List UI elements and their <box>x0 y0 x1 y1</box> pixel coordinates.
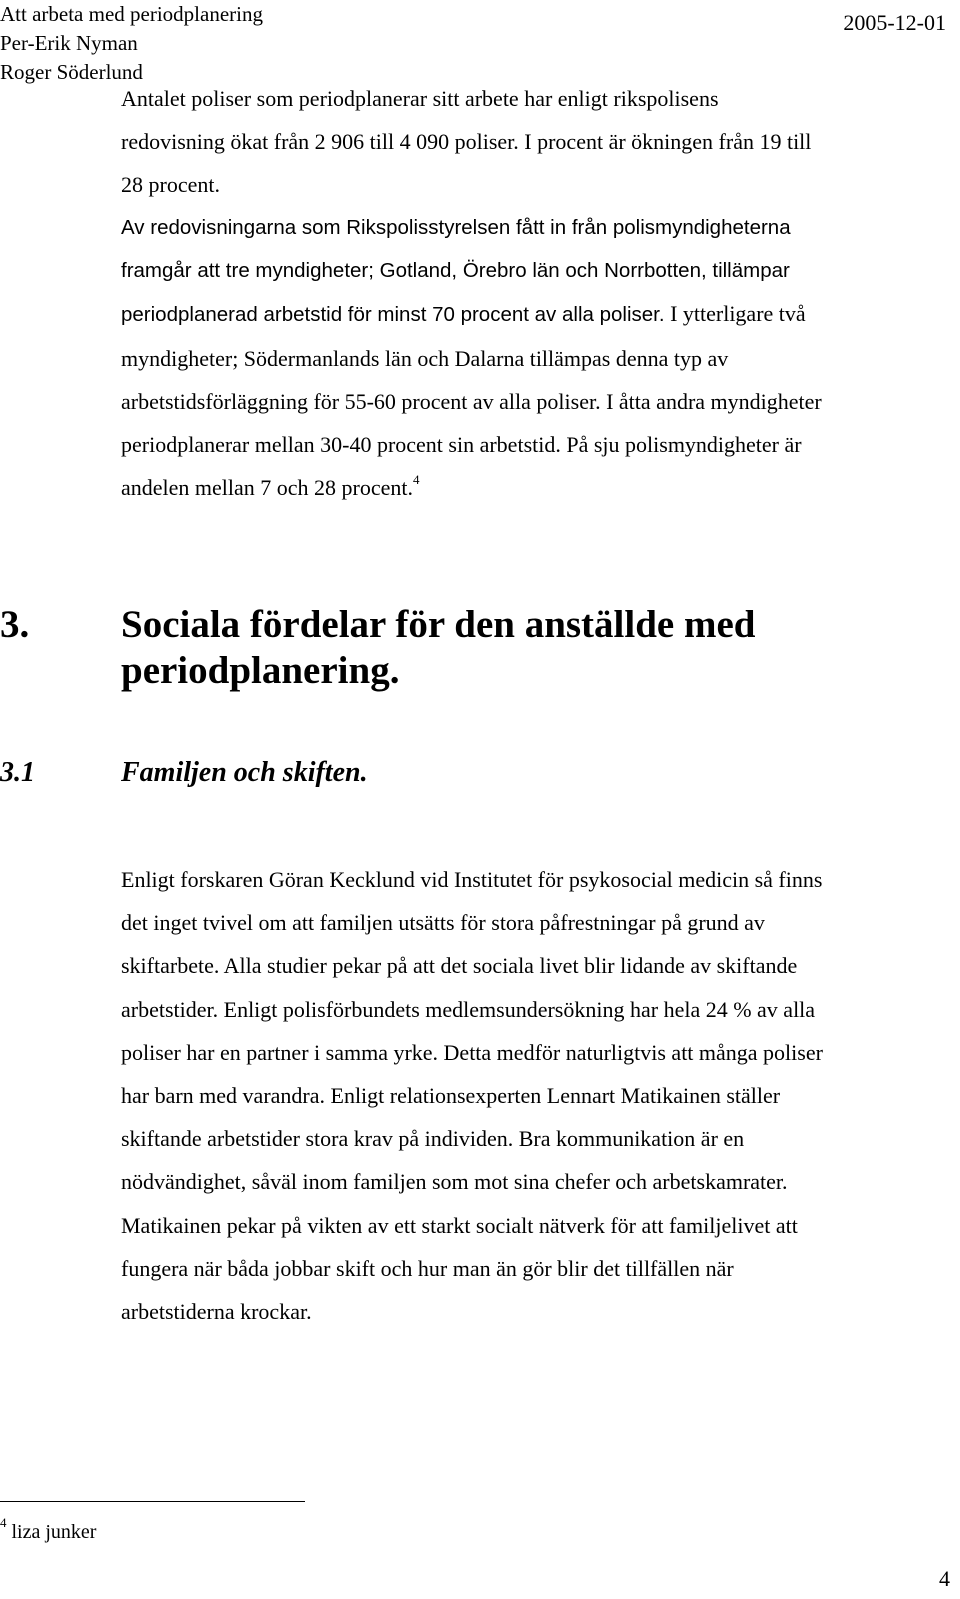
section-number: 3. <box>0 603 30 646</box>
section-title-line: periodplanering. <box>121 649 400 692</box>
footnote-reference[interactable]: 4 <box>413 472 420 488</box>
header-date: 2005-12-01 <box>843 10 946 35</box>
text-segment: arbetstidsförläggning för 55-60 procent av alla poliser. <box>121 388 601 414</box>
text-line: arbetstiderna krockar. <box>121 1299 312 1325</box>
subsection-number: 3.1 <box>0 757 35 788</box>
section-title-line: Sociala fördelar för den anställde med <box>121 603 756 646</box>
footnote-text: liza junker <box>6 1521 97 1543</box>
text-line: Matikainen pekar på vikten av ett starkt socialt nätverk för att familjelivet att <box>121 1212 798 1238</box>
text-line: nödvändighet, såväl inom familjen som mot sina chefer och arbetskamrater. <box>121 1169 788 1195</box>
text-line: poliser har en partner i samma yrke. Detta medför naturligtvis att många poliser <box>121 1039 823 1065</box>
paragraph-authority-reports <box>121 206 931 509</box>
paragraph-police-count <box>121 77 931 207</box>
running-header <box>0 0 263 87</box>
header-title: Att arbeta med periodplanering <box>0 2 263 26</box>
text-segment: I ytterligare två <box>664 301 806 327</box>
footnote-divider <box>0 1501 305 1502</box>
text-line: skiftande arbetstider stora krav på individen. Bra kommunikation är en <box>121 1126 745 1152</box>
text-line: har barn med varandra. Enligt relationsexperten Lennart Matikainen ställer <box>121 1083 781 1109</box>
text-line: det inget tvivel om att familjen utsätts för stora påfrestningar på grund av <box>121 910 765 936</box>
text-line: arbetstider. Enligt polisförbundets medlemsundersökning har hela 24 % av alla <box>121 996 816 1022</box>
page-number: 4 <box>939 1566 950 1591</box>
text-line: fungera när båda jobbar skift och hur man än gör blir det tillfällen när <box>121 1255 734 1281</box>
text-line: myndigheter; Södermanlands län och Dalarna tillämpas denna typ av <box>121 345 729 371</box>
text-line: framgår att tre myndigheter; Gotland, Örebro län och Norrbotten, tillämpar <box>121 259 790 283</box>
text-line: Av redovisningarna som Rikspolisstyrelsen fått in från polismyndigheterna <box>121 216 791 239</box>
header-author-2: Roger Söderlund <box>0 60 143 84</box>
footnote-marker: 4 <box>0 1515 7 1530</box>
text-segment: andelen mellan 7 och 28 procent. <box>121 475 414 501</box>
footnote <box>0 1515 97 1545</box>
text-line: redovisning ökat från 2 906 till 4 090 poliser. I procent är ökningen från 19 till <box>121 129 812 155</box>
text-line: Antalet poliser som periodplanerar sitt arbete har enligt rikspolisens <box>121 86 719 111</box>
text-segment: I åtta andra myndigheter <box>600 388 822 414</box>
text-segment: På sju polismyndigheter är <box>560 432 802 458</box>
text-line: 28 procent. <box>121 172 220 198</box>
subsection-title: Familjen och skiften. <box>121 757 368 788</box>
text-segment: periodplanerar mellan 30-40 procent sin arbetstid. <box>121 432 561 458</box>
text-line: skiftarbete. Alla studier pekar på att det sociala livet blir lidande av skiftande <box>121 953 798 979</box>
header-author-1: Per-Erik Nyman <box>0 31 138 55</box>
paragraph-family-shifts <box>121 858 931 1333</box>
text-line: Enligt forskaren Göran Kecklund vid Institutet för psykosocial medicin så finns <box>121 867 823 892</box>
text-segment: periodplanerad arbetstid för minst 70 procent av alla poliser. <box>121 303 665 327</box>
